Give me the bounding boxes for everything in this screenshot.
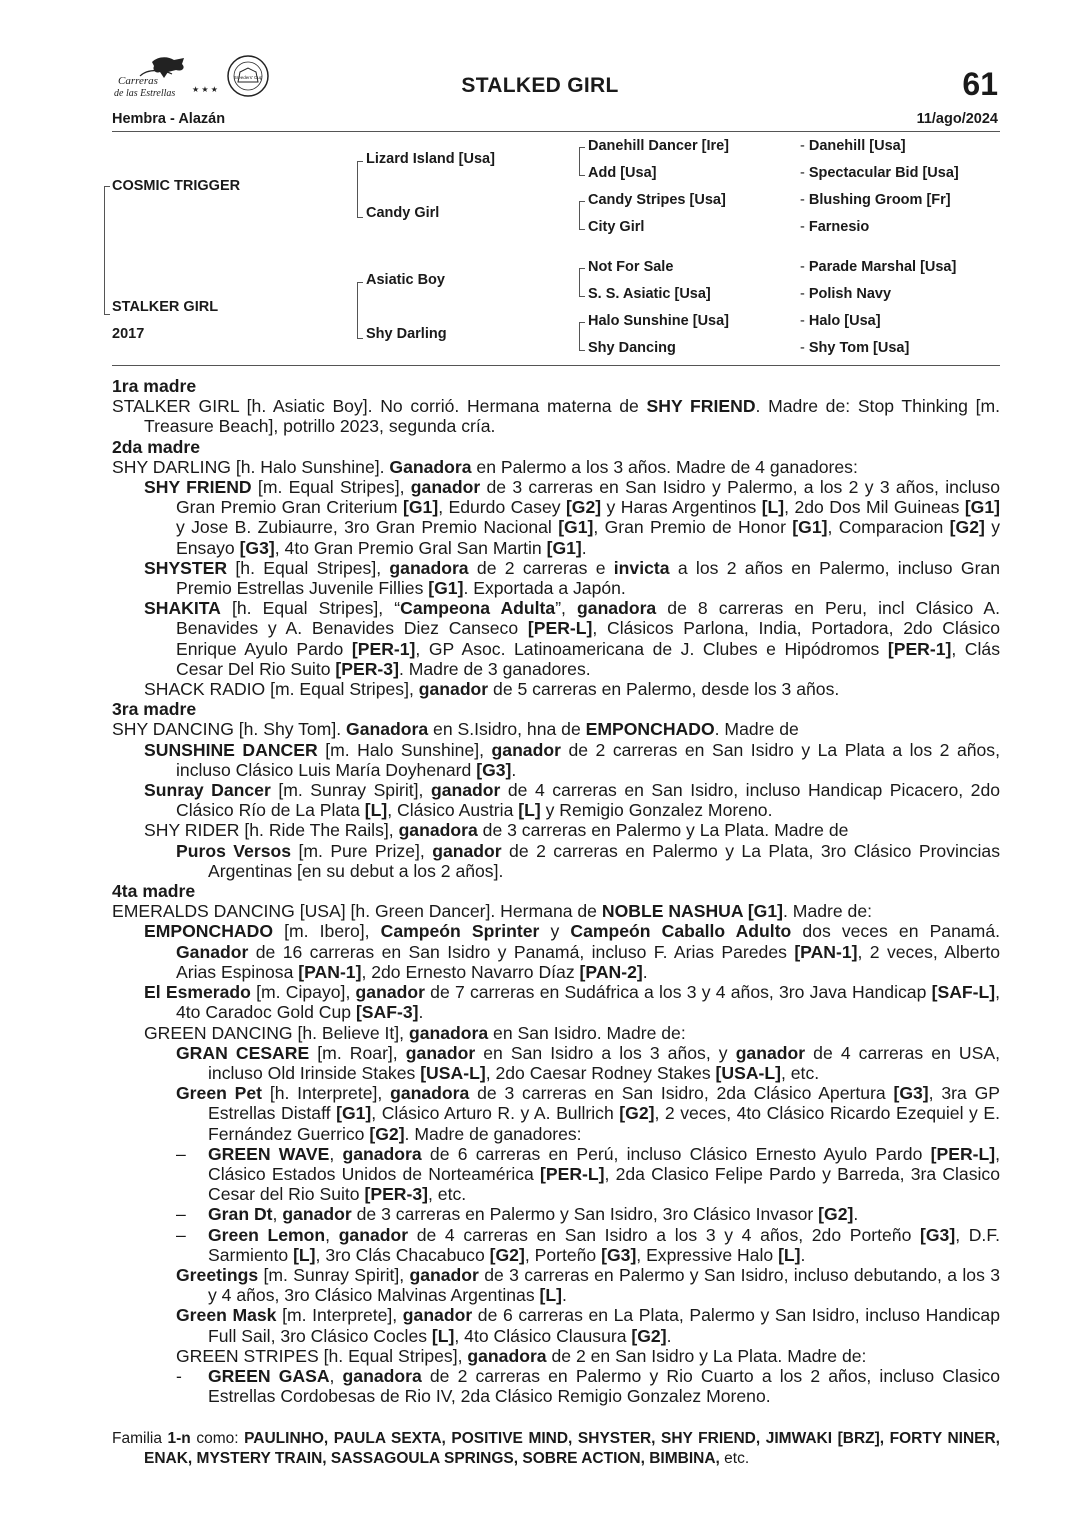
- produce-entry: El Esmerado [m. Cipayo], ganador de 7 carreras en Sudáfrica a los 3 y 4 años, 3ro Java Handicap [SAF-L], 4to Caradoc Gold Cup [SAF-3].: [144, 982, 1000, 1023]
- fourth-dam-paragraph: EMERALDS DANCING [USA] [h. Green Dancer]. Hermana de NOBLE NASHUA [G1]. Madre de:: [112, 901, 873, 922]
- svg-text:de las Estrellas: de las Estrellas: [114, 88, 176, 99]
- produce-entry: – Gran Dt, ganador de 3 carreras en Palermo y San Isidro, 3ro Clásico Invasor [G2].: [176, 1204, 859, 1225]
- second-dam-paragraph: SHY DARLING [h. Halo Sunshine]. Ganadora en Palermo a los 3 años. Madre de 4 ganadores:: [112, 456, 858, 477]
- lot-number: 61: [962, 66, 998, 102]
- family-footer: Familia 1-n como: PAULINHO, PAULA SEXTA, POSITIVE MIND, SHYSTER, SHY FRIEND, JIMWAKI [BRZ], FORTY NINER, ENAK, MYSTERY TRAIN, SASSAGOULA SPRINGS, SOBRE ACTION, BIMBINA, etc.: [112, 1430, 1000, 1467]
- pedigree-gen4: - Spectacular Bid [Usa]: [800, 165, 959, 181]
- produce-entry: SHY FRIEND [m. Equal Stripes], ganador de 3 carreras en San Isidro y Palermo, a los 2 y 3 años, incluso Gran Premio Gran Criterium [G1], Edurdo Casey [G2] y Haras Argentinos [L], 2do Dos Mil Guineas [G1] y Jose B. Zubiaurre, 3ro Gran Premio Nacional [G1], Gran Premio de Honor [G1], Comparacion [G2] y Ensayo [G3], 4to Gran Premio Gral San Martin [G1].: [144, 477, 1000, 558]
- pedigree-gen2: Shy Darling: [366, 326, 447, 342]
- section-heading: 1ra madre: [112, 376, 197, 396]
- pedigree-gen4: - Blushing Groom [Fr]: [800, 192, 951, 208]
- produce-entry: Green Mask [m. Interprete], ganador de 6 carreras en La Plata, Palermo y San Isidro, incluso Handicap Full Sail, 3ro Clásico Cocles [L], 4to Clásico Clausura [G2].: [176, 1305, 1000, 1346]
- pedigree-bracket: [357, 161, 363, 218]
- produce-entry: – Green Lemon, ganador de 4 carreras en San Isidro a los 3 y 4 años, 2do Porteño [G3], D.F. Sarmiento [L], 3ro Clás Chacabuco [G2], Porteño [G3], Expressive Halo [L].: [176, 1224, 1001, 1265]
- produce-entry: Sunray Dancer [m. Sunray Spirit], ganador de 4 carreras en San Isidro, incluso Handicap Picacero, 2do Clásico Río de La Plata [L], Clásico Austria [L] y Remigio Gonzalez Moreno.: [144, 780, 1001, 821]
- produce-entry: Puros Versos [m. Pure Prize], ganador de 2 carreras en Palermo y La Plata, 3ro Clásico Provincias Argentinas [en su debut a los 2 años].: [176, 840, 1000, 881]
- produce-entry: SHAKITA [h. Equal Stripes], “Campeona Adulta”, ganadora de 8 carreras en Peru, incl Clásico A. Benavides y A. Benavides Diez Canseco [PER-L], Clásicos Parlona, India, Portadora, 2do Clásico Enrique Ayulo Pardo [PER-1], GP Asoc. Latinoamericana de J. Clubes e Hipódromos [PER-1], Clás Cesar Del Rio Suito [PER-3]. Madre de 3 ganadores.: [144, 598, 1000, 679]
- produce-entry: GREEN DANCING [h. Believe It], ganadora en San Isidro. Madre de:: [144, 1022, 686, 1043]
- pedigree-bracket: [579, 268, 585, 297]
- pedigree-gen2: Candy Girl: [366, 205, 440, 221]
- produce-entry: SHACK RADIO [m. Equal Stripes], ganador de 5 carreras en Palermo, desde los 3 años.: [144, 679, 840, 700]
- produce-entry: – GREEN WAVE, ganadora de 6 carreras en Perú, incluso Clásico Ernesto Ayulo Pardo [PER-L], Clásico Estados Unidos de Norteamérica [PER-L], 2da Clasico Felipe Pardo y Barreda, 3ra Clasico Cesar del Rio Suito [PER-3], etc.: [176, 1143, 1001, 1205]
- pedigree-bracket: [104, 186, 110, 315]
- pedigree-gen3: Halo Sunshine [Usa]: [588, 313, 729, 329]
- produce-entry: SUNSHINE DANCER [m. Halo Sunshine], ganador de 2 carreras en San Isidro y La Plata a los 2 años, incluso Clásico Luis María Doyhenard [G3].: [144, 739, 1000, 780]
- third-dam-paragraph: SHY DANCING [h. Shy Tom]. Ganadora en S.Isidro, hna de EMPONCHADO. Madre de: [112, 719, 799, 740]
- pedigree-bracket: [579, 322, 585, 351]
- pedigree-dam-year: 2017: [112, 326, 145, 342]
- section-heading: 2da madre: [112, 436, 201, 457]
- pedigree-gen3: City Girl: [588, 219, 645, 235]
- produce-entry: SHY RIDER [h. Ride The Rails], ganadora de 3 carreras en Palermo y La Plata. Madre de: [144, 820, 849, 841]
- first-dam-paragraph: STALKER GIRL [h. Asiatic Boy]. No corrió. Hermana materna de SHY FRIEND. Madre de: Stop Thinking [m. Treasure Beach], potrillo 2023, segunda cría.: [112, 396, 1001, 437]
- pedigree-gen3: S. S. Asiatic [Usa]: [588, 286, 711, 302]
- pedigree-gen4: - Danehill [Usa]: [800, 138, 906, 154]
- pedigree-gen3: Not For Sale: [588, 259, 674, 275]
- pedigree-gen4: - Parade Marshal [Usa]: [800, 259, 957, 275]
- produce-entry: SHYSTER [h. Equal Stripes], ganadora de 2 carreras e invicta a los 2 años en Palermo, incluso Gran Premio Estrellas Juvenile Fillies [G1]. Exportada a Japón.: [144, 557, 1000, 599]
- section-heading: 4ta madre: [112, 881, 196, 902]
- pedigree-gen4: - Farnesio: [800, 219, 870, 235]
- pedigree-gen4: - Halo [Usa]: [800, 313, 881, 329]
- produce-entry: GRAN CESARE [m. Roar], ganador en San Isidro a los 3 años, y ganador de 4 carreras en USA, incluso Old Irinside Stakes [USA-L], 2do Caesar Rodney Stakes [USA-L], etc.: [176, 1042, 1000, 1083]
- pedigree-dam: STALKER GIRL: [112, 299, 219, 315]
- produce-entry: Green Pet [h. Interprete], ganadora de 3 carreras en San Isidro, 2da Clásico Apertura [G3], 3ra GP Estrellas Distaff [G1], Clásico Arturo R. y A. Bullrich [G2], 2 veces, 4to Clásico Ricardo Ezequiel y E. Fernández Guerrico [G2]. Madre de ganadores:: [176, 1083, 1000, 1144]
- pedigree-gen2: Lizard Island [Usa]: [366, 151, 495, 167]
- produce-entry: Greetings [m. Sunray Spirit], ganador de 3 carreras en Palermo y San Isidro, incluso debutando, a los 3 y 4 años, 3ro Clásico Malvinas Argentinas [L].: [176, 1264, 1000, 1306]
- sex-color: Hembra - Alazán: [112, 111, 226, 127]
- pedigree-gen3: Candy Stripes [Usa]: [588, 192, 726, 208]
- produce-entry: EMPONCHADO [m. Ibero], Campeón Sprinter y Campeón Caballo Adulto dos veces en Panamá. Ganador de 16 carreras en San Isidro y Panamá, incluso F. Arias Paredes [PAN-1], 2 veces, Alberto Arias Espinosa [PAN-1], 2do Ernesto Navarro Díaz [PAN-2].: [144, 921, 1000, 982]
- pedigree-bracket: [579, 201, 585, 230]
- pedigree-gen4: - Shy Tom [Usa]: [800, 340, 910, 356]
- sale-date: 11/ago/2024: [916, 111, 998, 127]
- pedigree-bracket: [579, 147, 585, 176]
- svg-text:Carreras: Carreras: [118, 75, 158, 87]
- section-heading: 3ra madre: [112, 699, 197, 720]
- pedigree-gen3: Danehill Dancer [Ire]: [588, 138, 730, 154]
- horse-name-title: STALKED GIRL: [461, 74, 619, 97]
- header-divider: [112, 131, 1000, 132]
- svg-text:★ ★ ★: ★ ★ ★: [192, 85, 218, 94]
- produce-entry: - GREEN GASA, ganadora de 2 carreras en Palermo y Rio Cuarto a los 2 años, incluso Clasico Estrellas Cordobesas de Rio IV, 2da Clásico Remigio Gonzalez Moreno.: [176, 1365, 1000, 1407]
- pedigree-gen3: Shy Dancing: [588, 340, 676, 356]
- pedigree-gen2: Asiatic Boy: [366, 272, 445, 288]
- pedigree-gen3: Add [Usa]: [588, 165, 657, 181]
- produce-record: [112, 376, 1000, 1406]
- produce-entry: GREEN STRIPES [h. Equal Stripes], ganadora de 2 en San Isidro y La Plata. Madre de:: [176, 1345, 867, 1366]
- pedigree-sire: COSMIC TRIGGER: [112, 178, 241, 194]
- pedigree-bracket: [357, 282, 363, 339]
- pedigree-gen4: - Polish Navy: [800, 286, 892, 302]
- pedigree-divider: [112, 365, 1000, 366]
- svg-text:Breeders' Cup: Breeders' Cup: [233, 75, 263, 80]
